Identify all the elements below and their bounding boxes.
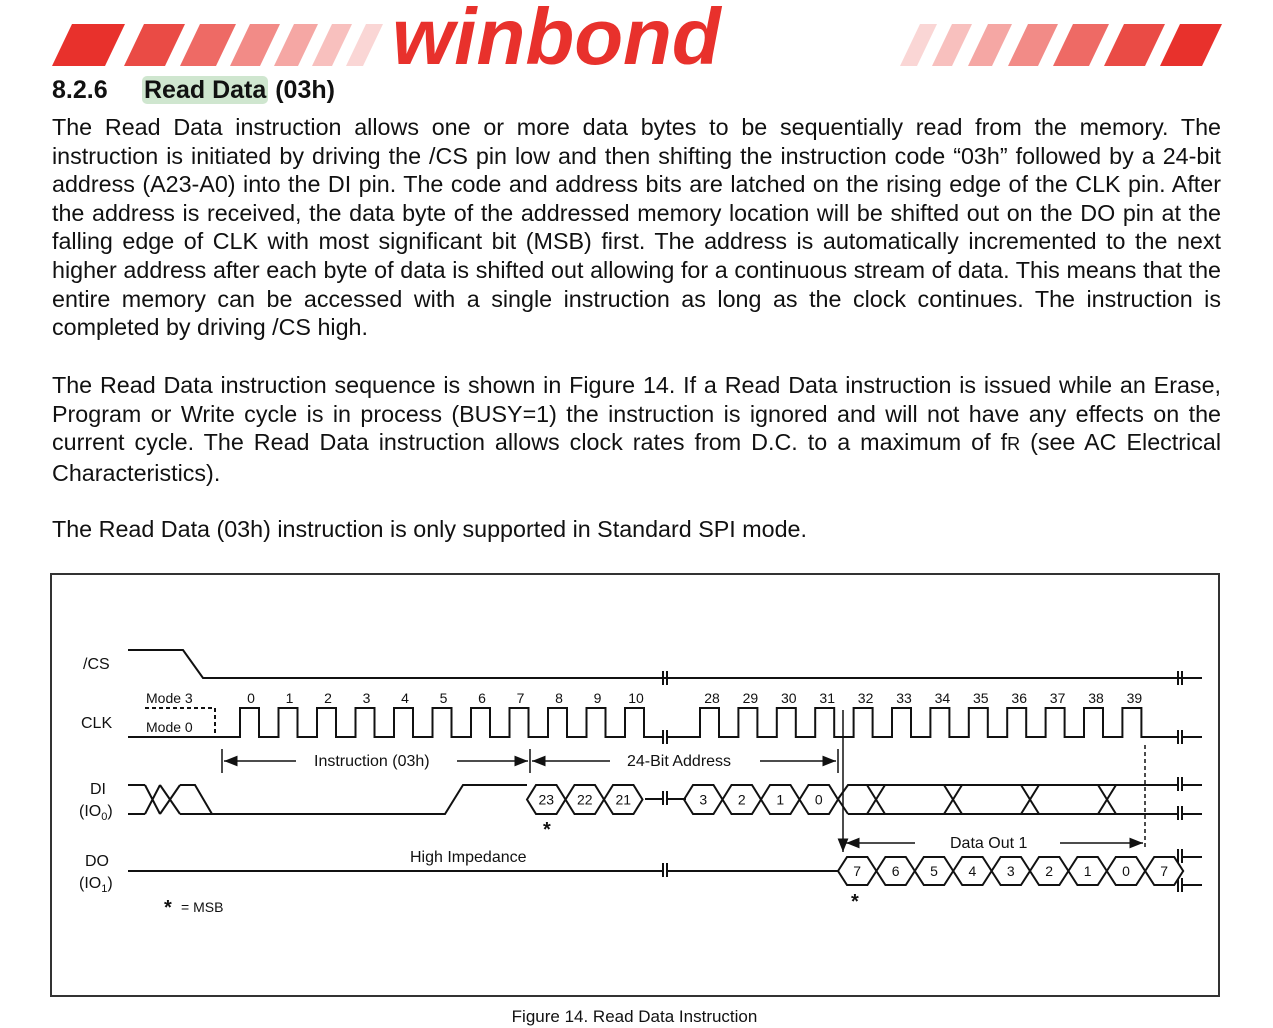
clock-number: 2 — [324, 690, 332, 706]
do-io-label: $(IO_1)$ — [79, 875, 113, 895]
figure-caption: Figure 14. Read Data Instruction — [511, 1007, 758, 1026]
clock-number: 1 — [285, 690, 294, 706]
data-bit: 0 — [1122, 863, 1130, 879]
do-label: DO — [85, 853, 109, 870]
logo-wordmark: winbond — [392, 0, 721, 72]
address-bit: 3 — [699, 791, 708, 808]
mode3-label: Mode 3 — [146, 690, 193, 706]
di-dont-care — [838, 785, 1202, 814]
instruction-label: Instruction (03h) — [314, 753, 430, 770]
section-title-highlight: Read Data — [144, 76, 267, 104]
clock-number: 3 — [362, 690, 371, 706]
do-data-bits — [838, 857, 1202, 885]
msb-star-di: * — [543, 819, 551, 841]
clock-number: 33 — [896, 690, 912, 706]
address-bit: 1 — [776, 791, 785, 808]
clock-number: 8 — [555, 690, 563, 706]
di-label: DI — [90, 781, 106, 798]
data-bit: 7 — [1160, 863, 1169, 879]
data-out-label: Data Out 1 — [950, 835, 1028, 852]
clock-number: 4 — [401, 690, 409, 706]
msb-star-do: * — [851, 891, 859, 913]
clock-number: 37 — [1049, 690, 1066, 706]
data-bit: 6 — [891, 863, 900, 879]
clock-number: 31 — [819, 690, 835, 706]
clock-number: 34 — [934, 690, 951, 706]
data-bit: 1 — [1083, 863, 1092, 879]
clock-number: 36 — [1011, 690, 1027, 706]
clock-number: 38 — [1088, 690, 1104, 706]
paragraph-2-subscript: R — [1007, 434, 1021, 455]
clock-number: 29 — [742, 690, 759, 706]
paragraph-1: The Read Data instruction allows one or more data bytes to be sequentially read from the memory. The instruction is initiated by driving the /CS pin low and then shifting the instruction code “03h” followed by a 24-bit address (A23-A0) into the DI pin. The code and address bits are latched on the rising edge of the CLK pin. After the address is received, the data byte of the addressed memory location will be shifted out on the DO pin at the falling edge of CLK with most significant bit (MSB) first. The address is automatically incremented to the next higher address after each byte of data is shifted out allowing for a continuous stream of data. This means that the entire memory can be accessed with a single instruction as long as the clock continues. The instruction is completed by driving /CS high. — [52, 114, 1221, 341]
section-title-rest: (03h) — [268, 76, 335, 104]
cs-waveform — [128, 650, 1202, 678]
address-label: 24-Bit Address — [627, 753, 732, 770]
data-bit: 2 — [1045, 863, 1054, 879]
clock-number: 30 — [781, 690, 797, 706]
data-bit: 5 — [930, 863, 938, 879]
clock-number: 5 — [439, 690, 448, 706]
clock-number: 28 — [704, 690, 720, 706]
msb-legend-star: * — [164, 897, 172, 919]
address-bit: 0 — [814, 791, 823, 808]
address-bit: 22 — [576, 791, 593, 808]
mode0-label: Mode 0 — [146, 719, 193, 735]
clock-number: 7 — [516, 690, 525, 706]
clock-number: 9 — [593, 690, 602, 706]
clk-segment-b — [668, 708, 1178, 737]
clock-number: 35 — [973, 690, 989, 706]
data-bit: 7 — [853, 863, 862, 879]
clock-numbers — [247, 690, 1142, 706]
clock-number: 10 — [628, 690, 644, 706]
msb-legend-text: = MSB — [181, 899, 224, 915]
clock-number: 6 — [478, 690, 486, 706]
address-bit: 2 — [737, 791, 746, 808]
clock-number: 39 — [1126, 690, 1143, 706]
paragraph-2-text: The Read Data instruction sequence is shown in Figure 14. If a Read Data instruction is issued while an Erase, Program or Write cycle is in process (BUSY=1) the instruction is ignored and will not have any effects on the current cycle. The Read Data instruction allows clock rates from D.C. to a maximum of f — [52, 372, 1221, 456]
clock-number: 32 — [857, 690, 874, 706]
address-bit: 21 — [615, 791, 632, 808]
clock-number: 0 — [247, 690, 255, 706]
paragraph-2-tail: (see AC Electrical Characteristics). — [52, 429, 1221, 486]
di-io-label: $(IO_0)$ — [79, 803, 113, 823]
data-bit: 4 — [968, 863, 977, 879]
clk-label: CLK — [81, 715, 113, 732]
data-bit: 3 — [1006, 863, 1015, 879]
address-bit: 23 — [538, 791, 555, 808]
paragraph-3: The Read Data (03h) instruction is only supported in Standard SPI mode. — [52, 516, 807, 542]
clk-segment-a — [215, 708, 662, 737]
cs-label: /CS — [83, 656, 110, 673]
di-waveform-instruction — [128, 785, 527, 814]
section-number: 8.2.6 — [52, 76, 108, 104]
high-impedance-label: High Impedance — [410, 849, 527, 866]
clk-waveform — [215, 708, 1202, 737]
